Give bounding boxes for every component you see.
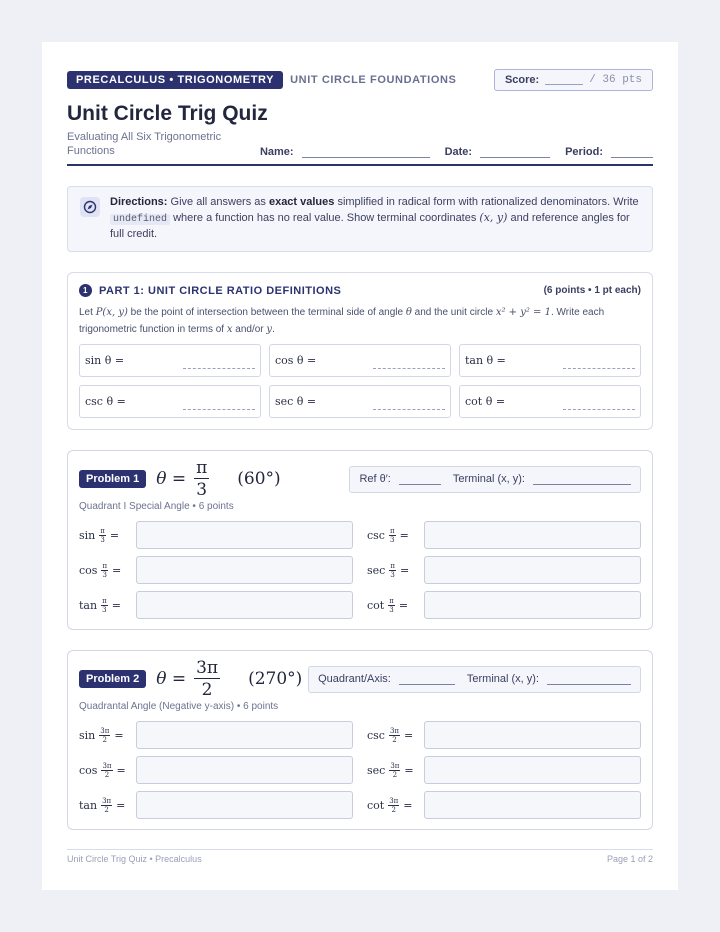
answer-box[interactable]	[424, 591, 641, 619]
mini-fraction	[101, 562, 108, 579]
period-label: Period:	[565, 146, 603, 158]
equals-sign: =	[398, 598, 409, 612]
mini-denominator: 2	[104, 770, 110, 779]
page-subtitle: Evaluating All Six Trigonometric Functions	[67, 131, 222, 157]
desc-math: θ	[405, 307, 412, 318]
mini-numerator: 3π	[390, 761, 400, 770]
compass-icon	[80, 197, 100, 217]
definition-blank[interactable]	[373, 394, 445, 410]
desc-part: and/or	[232, 324, 267, 335]
part-1-section	[67, 272, 653, 430]
equals-sign: =	[116, 798, 126, 812]
answer-box[interactable]	[424, 556, 641, 584]
answer-box[interactable]	[136, 756, 353, 784]
desc-math: P(x, y)	[95, 307, 128, 318]
ref-angle-input[interactable]	[399, 474, 441, 485]
mini-fraction	[388, 597, 395, 614]
mini-denominator: 3	[102, 605, 107, 614]
mini-numerator: 3π	[100, 726, 110, 735]
directions-lead: Directions:	[110, 196, 168, 208]
problem-badge: Problem 2	[79, 670, 146, 688]
function-name: sin	[79, 728, 96, 742]
definition-label: sec θ =	[275, 395, 317, 408]
desc-part: be the point of intersection between the terminal side of angle	[127, 307, 406, 318]
mini-numerator: 3π	[389, 726, 400, 735]
axis-label: Quadrant/Axis:	[318, 673, 391, 685]
mini-denominator: 3	[390, 535, 395, 544]
header-tags	[67, 71, 456, 89]
mini-denominator: 2	[392, 770, 398, 779]
page-footer	[67, 849, 653, 864]
part-number-badge: 1	[79, 284, 92, 297]
problem-subtitle: Quadrantal Angle (Negative y-axis) • 6 points	[79, 701, 279, 712]
angle-degrees: (270°)	[248, 669, 303, 689]
directions-text	[110, 195, 640, 242]
answer-row	[367, 521, 641, 549]
definition-label: cot θ =	[465, 395, 506, 408]
problem-2-section	[67, 650, 653, 830]
name-input[interactable]	[302, 148, 430, 158]
function-name: tan	[79, 598, 98, 612]
unit-tag: UNIT CIRCLE FOUNDATIONS	[290, 74, 457, 86]
answer-row	[79, 721, 353, 749]
mini-denominator: 3	[389, 605, 394, 614]
answer-row	[367, 721, 641, 749]
part-1-points: (6 points • 1 pt each)	[543, 285, 641, 296]
equals-sign: =	[109, 528, 120, 542]
answer-label	[79, 762, 136, 779]
desc-math: y	[266, 324, 273, 335]
quiz-page	[42, 42, 678, 890]
answer-row	[367, 791, 641, 819]
function-name: tan	[79, 798, 98, 812]
answer-box[interactable]	[424, 791, 641, 819]
definition-blank[interactable]	[183, 394, 255, 410]
problem-2-info-box	[308, 666, 641, 693]
name-field	[260, 146, 430, 158]
directions-part: Give all answers as	[167, 196, 269, 208]
desc-part: .	[272, 324, 275, 335]
ref-angle-label: Ref θ′:	[359, 473, 391, 485]
mini-denominator: 2	[392, 735, 397, 744]
answer-box[interactable]	[136, 791, 353, 819]
mini-numerator: 3π	[102, 796, 112, 805]
mini-numerator: π	[389, 596, 394, 605]
answer-row	[79, 521, 353, 549]
equals-sign: =	[403, 798, 413, 812]
date-field	[445, 146, 551, 158]
definition-cell[interactable]	[459, 344, 641, 377]
directions-part: where a function has no real value. Show terminal coordinates	[170, 212, 480, 224]
part-1-header	[79, 284, 641, 297]
answer-label	[79, 727, 136, 744]
desc-math: x² + y² = 1	[495, 307, 551, 318]
answer-box[interactable]	[136, 556, 353, 584]
answer-label	[79, 597, 136, 614]
answer-row	[367, 556, 641, 584]
mini-fraction	[101, 597, 108, 614]
answer-label	[367, 797, 424, 814]
mini-numerator: π	[102, 596, 107, 605]
definition-blank[interactable]	[373, 353, 445, 369]
mini-denominator: 2	[102, 735, 108, 744]
axis-input[interactable]	[399, 674, 455, 685]
definition-blank[interactable]	[563, 353, 635, 369]
directions-box	[67, 186, 653, 252]
undefined-code: undefined	[110, 214, 170, 225]
problem-1-header	[79, 457, 641, 500]
definition-grid	[79, 344, 641, 418]
definition-label: csc θ =	[85, 395, 126, 408]
mini-fraction	[389, 527, 396, 544]
answer-label	[79, 797, 136, 814]
angle-numerator: 3π	[196, 657, 219, 678]
score-label: Score:	[504, 74, 540, 86]
problem-1-heading	[79, 458, 281, 501]
mini-fraction	[99, 727, 110, 744]
angle-denominator: 3	[196, 479, 208, 500]
desc-part: . Write each trigonometric function in terms of	[79, 307, 605, 335]
terminal-label: Terminal (x, y):	[452, 473, 525, 485]
definition-label: tan θ =	[465, 354, 506, 367]
function-name: csc	[367, 728, 385, 742]
definition-label: sin θ =	[85, 354, 125, 367]
part-1-title	[79, 284, 341, 297]
answer-row	[79, 556, 353, 584]
answer-label	[367, 527, 424, 544]
terminal-label: Terminal (x, y):	[466, 673, 539, 685]
name-label: Name:	[259, 146, 294, 158]
desc-part: Let	[79, 307, 96, 318]
mini-fraction	[389, 727, 400, 744]
page-title: Unit Circle Trig Quiz	[67, 102, 268, 125]
header-topbar	[67, 68, 653, 92]
answer-row	[367, 591, 641, 619]
score-total: / 36 pts	[589, 74, 642, 86]
definition-label: cos θ =	[275, 354, 317, 367]
answer-box[interactable]	[136, 591, 353, 619]
definition-blank[interactable]	[563, 394, 635, 410]
answer-box[interactable]	[136, 521, 353, 549]
function-name: cos	[79, 563, 98, 577]
function-name: csc	[367, 528, 385, 542]
date-input[interactable]	[480, 148, 550, 158]
answer-box[interactable]	[424, 521, 641, 549]
answer-box[interactable]	[424, 756, 641, 784]
page-number: Page 1 of 2	[606, 854, 653, 864]
function-name: sin	[79, 528, 96, 542]
answer-label	[367, 762, 424, 779]
equals-sign: =	[404, 728, 414, 742]
mini-numerator: 3π	[102, 761, 112, 770]
mini-numerator: 3π	[389, 796, 399, 805]
mini-fraction	[101, 762, 112, 779]
mini-numerator: π	[102, 561, 108, 570]
mini-numerator: π	[100, 526, 105, 535]
definition-cell[interactable]	[269, 385, 451, 418]
answer-grid	[79, 521, 641, 619]
answer-box[interactable]	[136, 721, 353, 749]
definition-cell[interactable]	[79, 385, 261, 418]
definition-cell[interactable]	[459, 385, 641, 418]
definition-cell[interactable]	[269, 344, 451, 377]
problem-2-header	[79, 657, 641, 700]
problem-angle	[156, 458, 280, 501]
problem-badge: Problem 1	[79, 470, 146, 488]
function-name: cot	[367, 798, 385, 812]
part-1-title-text: PART 1: UNIT CIRCLE RATIO DEFINITIONS	[99, 284, 342, 297]
function-name: cos	[79, 763, 98, 777]
terminal-input[interactable]	[547, 674, 631, 685]
xy-math: (x, y)	[479, 211, 508, 224]
date-label: Date:	[444, 146, 473, 158]
equals-sign: =	[112, 563, 122, 577]
theta-eq: θ =	[156, 669, 187, 689]
angle-fraction	[194, 658, 220, 701]
directions-part: and reference angles for full credit.	[110, 212, 630, 240]
mini-denominator: 3	[100, 535, 105, 544]
mini-denominator: 3	[390, 570, 395, 579]
mini-denominator: 3	[102, 570, 107, 579]
function-name: sec	[367, 763, 386, 777]
score-box	[494, 69, 653, 91]
answer-row	[79, 591, 353, 619]
problem-angle	[156, 658, 302, 701]
directions-part: simplified in radical form with rationalized denominators. Write	[334, 196, 639, 208]
function-name: cot	[367, 598, 385, 612]
function-name: sec	[367, 563, 386, 577]
answer-label	[367, 597, 424, 614]
angle-fraction	[194, 458, 209, 501]
course-tag: PRECALCULUS • TRIGONOMETRY	[67, 71, 283, 89]
angle-numerator: π	[196, 457, 208, 478]
answer-row	[367, 756, 641, 784]
mini-numerator: π	[390, 561, 395, 570]
problem-2-heading	[79, 658, 302, 701]
mini-fraction	[389, 762, 400, 779]
mini-fraction	[388, 797, 399, 814]
period-input[interactable]	[611, 148, 653, 158]
terminal-input[interactable]	[533, 474, 631, 485]
answer-label	[367, 727, 424, 744]
score-input[interactable]	[545, 75, 583, 85]
answer-row	[79, 756, 353, 784]
theta-eq: θ =	[156, 469, 187, 489]
mini-numerator: π	[389, 526, 395, 535]
equals-sign: =	[404, 763, 414, 777]
answer-box[interactable]	[424, 721, 641, 749]
desc-math: x	[226, 324, 233, 335]
period-field	[565, 146, 653, 158]
angle-degrees: (60°)	[237, 469, 281, 489]
answer-label	[79, 562, 136, 579]
equals-sign: =	[399, 563, 410, 577]
directions-emphasis: exact values	[268, 196, 335, 208]
answer-row	[79, 791, 353, 819]
header-subrow	[67, 130, 653, 166]
mini-denominator: 2	[391, 805, 396, 814]
equals-sign: =	[114, 728, 124, 742]
definition-cell[interactable]	[79, 344, 261, 377]
desc-part: and the unit circle	[411, 307, 496, 318]
footer-left: Unit Circle Trig Quiz • Precalculus	[67, 854, 202, 864]
problem-1-section	[67, 450, 653, 630]
answer-label	[79, 527, 136, 544]
equals-sign: =	[399, 528, 409, 542]
mini-denominator: 2	[104, 805, 109, 814]
answer-label	[367, 562, 424, 579]
part-1-description	[79, 304, 641, 338]
angle-denominator: 2	[201, 679, 213, 700]
definition-blank[interactable]	[183, 353, 255, 369]
problem-subtitle: Quadrant I Special Angle • 6 points	[79, 501, 234, 512]
equals-sign: =	[111, 598, 121, 612]
mini-fraction	[99, 527, 106, 544]
mini-fraction	[389, 562, 396, 579]
problem-1-info-box	[349, 466, 641, 493]
equals-sign: =	[116, 763, 126, 777]
mini-fraction	[101, 797, 112, 814]
answer-grid	[79, 721, 641, 819]
